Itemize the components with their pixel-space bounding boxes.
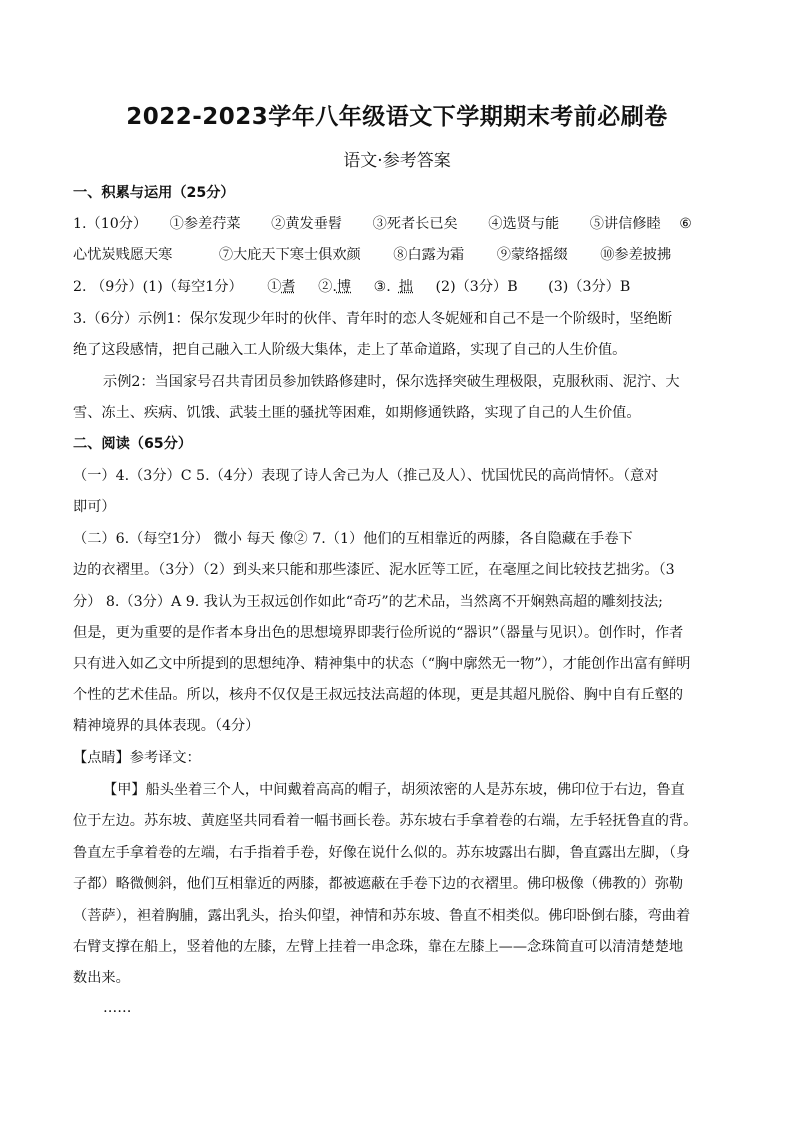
q1-item: ②黄发垂髫 <box>271 216 343 232</box>
q2-char: 博 <box>336 279 352 295</box>
q1-item: ⑩参差披拂 <box>600 247 672 263</box>
q3-text: 示例2：当国家号召共青团员参加铁路修建时，保尔选择突破生理极限，克服秋雨、泥泞、大 <box>103 374 680 390</box>
translation-text: 右臂支撑在船上，竖着他的左膝，左臂上挂着一串念珠，靠在左膝上——念珠简直可以清清楚楚地 <box>73 939 684 955</box>
q2-item: ③. <box>373 279 391 295</box>
section-heading-2: 二、阅读（65分） <box>73 436 193 452</box>
q1-item: ①参差荇菜 <box>169 216 241 232</box>
reading-part2-text: 精神境界的具体表现。（4分） <box>73 718 260 734</box>
reading-part2-text: 个性的艺术佳品。所以，核舟不仅仅是王叔远技法高超的体现，更是其超凡脱俗、胸中自有丘壑的 <box>73 687 684 703</box>
q2-item: (2)（3分）B <box>435 279 518 295</box>
q1-item: ⑤讲信修睦 <box>589 216 661 232</box>
translation-text: 鲁直左手拿着卷的左端，右手指着手卷，好像在说什么似的。苏东坡露出右脚，鲁直露出左脚，（身 <box>73 845 691 861</box>
translation-text: （菩萨），袒着胸脯，露出乳头，抬头仰望，神情和苏东坡、鲁直不相类似。佛印卧倒右膝，弯曲着 <box>73 908 691 924</box>
q2-item: ① <box>267 279 282 295</box>
note-heading: 【点睛】参考译文： <box>73 750 201 766</box>
translation-text: 数出来。 <box>73 970 130 986</box>
reading-part2-text: （二）6.（每空1分） 微小 每天 像② 7.（1）他们的互相靠近的两膝，各自隐藏在手卷下 <box>73 531 633 547</box>
q1-label: 1.（10分） <box>73 216 148 232</box>
ellipsis: …… <box>103 1000 132 1016</box>
q2-char: 拙 <box>398 279 413 295</box>
reading-part1-text: （一）4.（3分）C 5.（4分）表现了诗人舍己为人（推己及人）、忧国忧民的高尚情怀。（意对 <box>73 468 659 484</box>
q1-item: 心忧炭贱愿天寒 <box>73 247 173 263</box>
q1-answer-line-1 <box>73 214 692 234</box>
q2-label: 2. （9分）(1)（每空1分） <box>73 279 243 295</box>
reading-part2-text: 但是，更为重要的是作者本身出色的思想境界即裴行俭所说的“器识”（器量与见识）。创作时，作者 <box>73 625 684 641</box>
q3-text: 3.（6分）示例1：保尔发现少年时的伙伴、青年时的恋人冬妮娅和自己不是一个阶级时，坚绝断 <box>73 311 673 327</box>
reading-part2-text: 分） 8.（3分）A 9. 我认为王叔远创作如此“奇巧”的艺术品，当然离不开娴熟高超的雕刻技法; <box>73 594 663 610</box>
q3-text: 绝了这段感情，把自己融入工人阶级大集体，走上了革命道路，实现了自己的人生价值。 <box>73 342 627 358</box>
q1-item: ⑧白露为霜 <box>393 247 465 263</box>
q2-char: 耆 <box>281 279 296 295</box>
section-heading-1: 一、积累与运用（25分） <box>73 185 235 201</box>
reading-part2-text: 只有进入如乙文中所提到的思想纯净、精神集中的状态（“胸中廓然无一物”），才能创作出富有鲜明 <box>73 656 691 672</box>
reading-part1-text: 即可） <box>73 499 116 515</box>
q1-item: ③死者长已矣 <box>372 216 458 232</box>
q2-item: (3)（3分）B <box>548 279 631 295</box>
translation-text: 子都）略微侧斜，他们互相靠近的两膝，都被遮蔽在手卷下边的衣褶里。佛印极像（佛教的）弥勒 <box>73 876 684 892</box>
translation-text: 位于左边。苏东坡、黄庭坚共同看着一幅书画长卷。苏东坡右手拿着卷的右端，左手轻抚鲁直的背。 <box>73 813 698 829</box>
q1-item: ⑥ <box>679 216 692 232</box>
q1-item: ⑨蒙络摇缀 <box>496 247 568 263</box>
q2-item: ②. <box>318 279 337 295</box>
page-subtitle: 语文·参考答案 <box>343 151 451 171</box>
q1-item: ⑦大庇天下寒士俱欢颜 <box>218 247 361 263</box>
q2-answer-line <box>73 277 630 297</box>
q1-answer-line-2 <box>73 245 671 265</box>
page-title: 2022-2023学年八年级语文下学期期末考前必刷卷 <box>126 104 668 130</box>
translation-text: 【甲】船头坐着三个人，中间戴着高高的帽子，胡须浓密的人是苏东坡，佛印位于右边，鲁直 <box>103 782 685 798</box>
reading-part2-text: 边的衣褶里。（3分）（2）到头来只能和那些漆匠、泥水匠等工匠，在毫厘之间比较技艺拙劣。（3 <box>73 562 675 578</box>
q1-item: ④选贤与能 <box>488 216 560 232</box>
q3-text: 雪、冻土、疾病、饥饿、武装土匪的骚扰等困难，如期修通铁路，实现了自己的人生价值。 <box>73 405 641 421</box>
